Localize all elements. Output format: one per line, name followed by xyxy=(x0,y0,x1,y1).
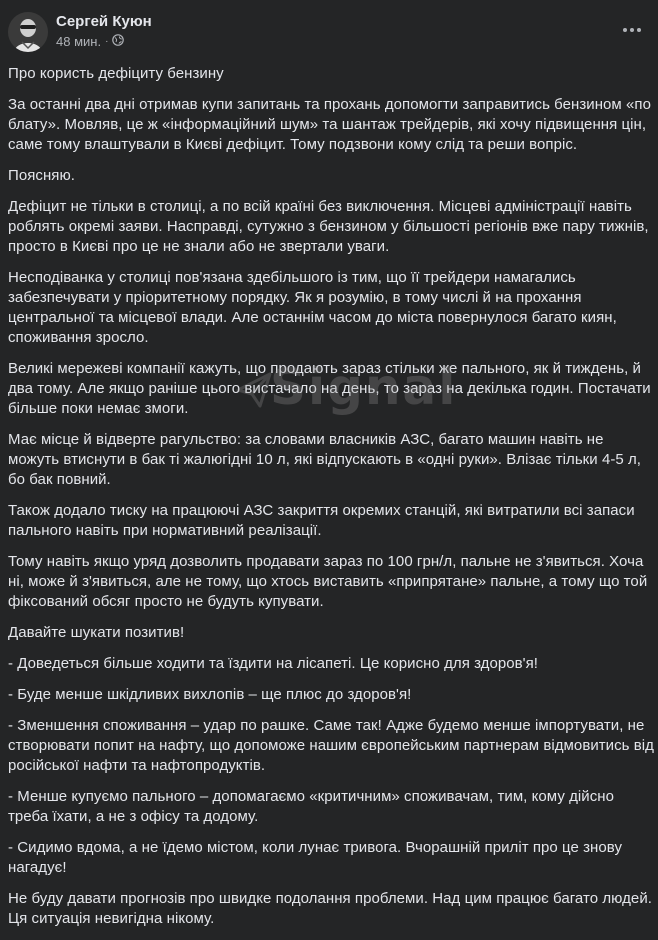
paragraph: Тому навіть якщо уряд дозволить продавати зараз по 100 грн/л, пальне не з'явиться. Хоча ні, може й з'явиться, але не тому, що хтось виставить «припрятане» пальне, а тому що той фіксований обсяг просто не будуть купувати. xyxy=(8,553,648,610)
more-options-icon[interactable] xyxy=(618,20,646,40)
list-item: - Менше купуємо пального – допомагаємо «критичним» споживачам, тим, кому дійсно треба їхати, а не з офісу та додому. xyxy=(8,788,614,825)
paragraph: Поясняю. xyxy=(8,167,75,184)
list-item: - Доведеться більше ходити та їздити на лісапеті. Це корисно для здоров'я! xyxy=(8,655,538,672)
paragraph: Також додало тиску на працюючі АЗС закриття окремих станцій, які витратили всі запаси пального навіть при нормативний реалізації. xyxy=(8,502,635,539)
list-item: - Сидимо вдома, а не їдемо містом, коли лунає тривога. Вчорашній приліт про це знову нагадує! xyxy=(8,839,622,876)
paragraph: Несподіванка у столиці пов'язана здебільшого із тим, що її трейдери намагались забезпечувати у пріоритетному порядку. Як я розумію, в тому числі й на прохання центральної та місцевої влади. Але останнім часом до міста повернулося багато киян, споживання зросло. xyxy=(8,269,617,346)
paragraph: Великі мережеві компанії кажуть, що продають зараз стільки же пального, як й тиждень, й два тому. Але якщо раніше цього вистачало на день, то зараз на декілька годин. Постачати більше поки немає змоги. xyxy=(8,360,651,417)
author-name[interactable]: Сергей Куюн xyxy=(56,13,152,30)
post-header xyxy=(8,10,650,54)
meta-separator: · xyxy=(105,36,109,47)
post-title: Про користь дефіциту бензину xyxy=(8,65,224,82)
post-timestamp[interactable]: 48 мин. xyxy=(56,34,102,49)
list-item: - Буде менше шкідливих вихлопів – ще плюс до здоров'я! xyxy=(8,686,412,703)
watermark-text: Signal xyxy=(270,358,458,416)
paragraph: Не буду давати прогнозів про швидке подолання проблеми. Над цим працює багато людей. Ця ситуація невигідна нікому. xyxy=(8,890,652,927)
avatar[interactable] xyxy=(8,12,48,52)
paragraph: Дефіцит не тільки в столиці, а по всій країні без виключення. Місцеві адміністрації навіть роблять окремі заяви. Насправді, сутужно з бензином у більшості регіонів вже пару тижнів, просто в Києві про це не знали або не звертали уваги. xyxy=(8,198,649,255)
post-body xyxy=(8,64,654,940)
globe-icon[interactable] xyxy=(112,34,124,49)
post-meta xyxy=(56,34,124,49)
paragraph: За останні два дні отримав купи запитань та прохань допомогти заправитись бензином «по блату». Мовляв, це ж «інформаційний шум» та шантаж трейдерів, які хочу підвищення цін, саме тому влаштували в Києві дефіцит. Тому подзвони кому слід та реши вопріс. xyxy=(8,96,651,153)
list-item: - Зменшення споживання – удар по рашке. Саме так! Адже будемо менше імпортувати, не створювати попит на нафту, що допоможе нашим європейським партнерам відмовитись від російської нафти та нафтопродуктів. xyxy=(8,717,654,774)
paragraph: Давайте шукати позитив! xyxy=(8,624,185,641)
paragraph: Має місце й відверте рагульство: за словами власників АЗС, багато машин навіть не можуть втиснути в бак ті жалюгідні 10 л, які відпускають в «одні руки». Влізає тільки 4-5 л, бо бак повний. xyxy=(8,431,642,488)
